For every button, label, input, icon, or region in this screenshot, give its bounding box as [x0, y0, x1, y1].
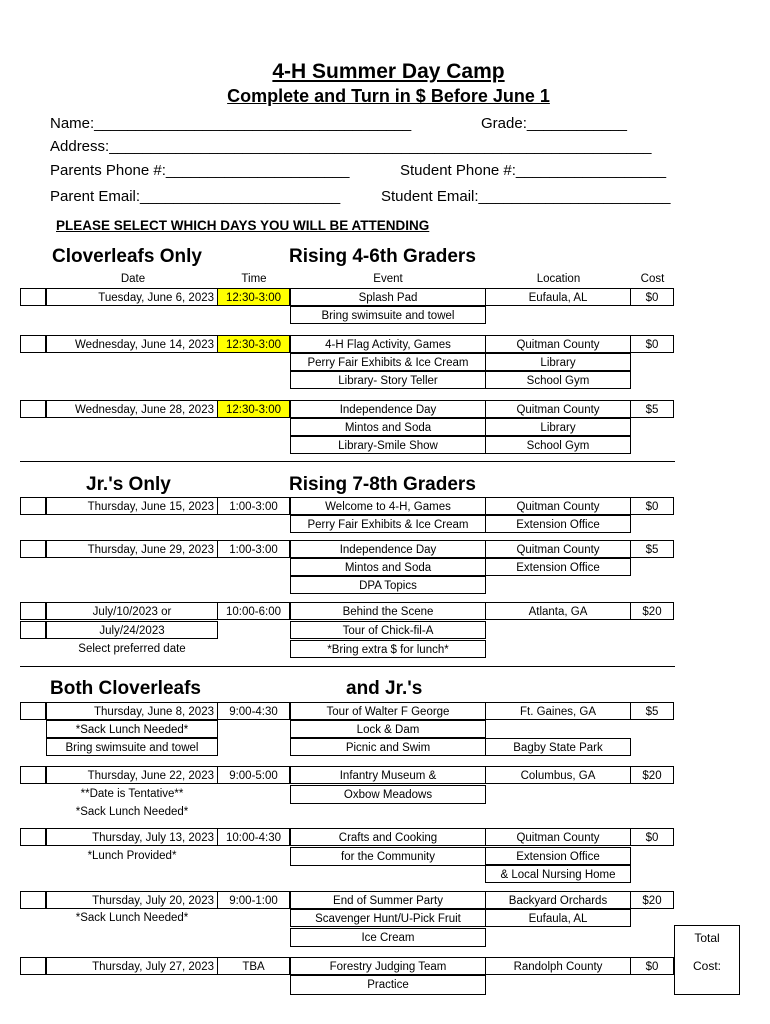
event-location: Library: [485, 418, 631, 436]
event-name: Welcome to 4-H, Games: [290, 497, 486, 515]
event-time: 12:30-3:00: [217, 400, 290, 418]
student-email-field[interactable]: Student Email:_______________________: [381, 188, 671, 205]
event-time: 12:30-3:00: [217, 335, 290, 353]
event-time: 10:00-6:00: [217, 602, 290, 620]
event-location: School Gym: [485, 371, 631, 389]
column-header-cost: Cost: [640, 273, 665, 285]
event-detail: Perry Fair Exhibits & Ice Cream: [290, 515, 486, 533]
event-location: Bagby State Park: [485, 738, 631, 756]
section-both-title: Both Cloverleafs: [50, 678, 201, 699]
event-date-note: *Sack Lunch Needed*: [46, 720, 218, 738]
event-location: Quitman County: [485, 400, 631, 418]
event-location: Backyard Orchards: [485, 891, 631, 909]
event-date-note: *Sack Lunch Needed*: [75, 912, 189, 924]
event-cost: $0: [630, 828, 674, 846]
event-cost: $5: [630, 400, 674, 418]
event-detail: Oxbow Meadows: [290, 785, 486, 804]
page-subtitle: Complete and Turn in $ Before June 1: [227, 86, 550, 106]
select-checkbox[interactable]: [20, 766, 46, 784]
event-date: Wednesday, June 14, 2023: [46, 335, 218, 353]
event-location: Eufaula, AL: [485, 909, 631, 927]
event-location: Eufaula, AL: [485, 288, 631, 306]
event-name: Splash Pad: [290, 288, 486, 306]
event-location: Atlanta, GA: [485, 602, 631, 620]
select-days-heading: PLEASE SELECT WHICH DAYS YOU WILL BE ATTENDING: [56, 218, 430, 233]
event-detail: Lock & Dam: [290, 720, 486, 738]
event-location: Extension Office: [485, 558, 631, 576]
event-detail: Mintos and Soda: [290, 418, 486, 436]
event-location: Columbus, GA: [485, 766, 631, 784]
event-date: Wednesday, June 28, 2023: [46, 400, 218, 418]
event-date-note: *Lunch Provided*: [87, 850, 177, 862]
event-date: Thursday, July 20, 2023: [46, 891, 218, 909]
event-detail: Bring swimsuite and towel: [290, 306, 486, 324]
name-field[interactable]: Name:______________________________________: [50, 115, 412, 132]
section-rising-4-6-title: Rising 4-6th Graders: [289, 246, 476, 267]
event-date: Thursday, June 29, 2023: [46, 540, 218, 558]
select-checkbox[interactable]: [20, 288, 46, 306]
column-header-date: Date: [120, 273, 146, 285]
column-header-time: Time: [241, 273, 267, 285]
event-name: Independence Day: [290, 540, 486, 558]
total-label: Total: [694, 931, 720, 945]
parents-phone-field[interactable]: Parents Phone #:______________________: [50, 162, 350, 179]
event-date: Thursday, July 13, 2023: [46, 828, 218, 846]
event-time: 10:00-4:30: [217, 828, 290, 846]
event-detail: *Bring extra $ for lunch*: [290, 640, 486, 658]
select-checkbox[interactable]: [20, 621, 46, 639]
select-checkbox[interactable]: [20, 957, 46, 975]
section-divider: [20, 666, 675, 667]
event-name: End of Summer Party: [290, 891, 486, 909]
event-name: Independence Day: [290, 400, 486, 418]
event-time: 9:00-5:00: [217, 766, 290, 784]
event-date-note: *Sack Lunch Needed*: [75, 806, 189, 818]
event-name: Infantry Museum &: [290, 766, 486, 784]
event-date: July/10/2023 or: [46, 602, 218, 620]
select-checkbox[interactable]: [20, 702, 46, 720]
event-name: 4-H Flag Activity, Games: [290, 335, 486, 353]
event-location: Ft. Gaines, GA: [485, 702, 631, 720]
address-field[interactable]: Address:_________________________________________________________________: [50, 138, 652, 155]
event-date-note: **Date is Tentative**: [80, 788, 184, 800]
event-date: Thursday, June 22, 2023: [46, 766, 218, 784]
event-cost: $0: [630, 497, 674, 515]
event-name: Forestry Judging Team: [290, 957, 486, 975]
select-checkbox[interactable]: [20, 891, 46, 909]
event-date-note: Select preferred date: [78, 643, 186, 655]
event-detail: DPA Topics: [290, 576, 486, 594]
total-cost-label: Cost:: [692, 959, 721, 973]
event-detail: Practice: [290, 975, 486, 995]
event-detail: Library-Smile Show: [290, 436, 486, 454]
event-time: 9:00-4:30: [217, 702, 290, 720]
event-time: 9:00-1:00: [217, 891, 290, 909]
event-date: Thursday, July 27, 2023: [46, 957, 218, 975]
select-checkbox[interactable]: [20, 540, 46, 558]
event-location: Quitman County: [485, 497, 631, 515]
select-checkbox[interactable]: [20, 828, 46, 846]
event-detail: Picnic and Swim: [290, 738, 486, 756]
event-location: Library: [485, 353, 631, 371]
event-detail: Scavenger Hunt/U-Pick Fruit: [290, 909, 486, 927]
parent-email-field[interactable]: Parent Email:________________________: [50, 188, 341, 205]
event-time: TBA: [217, 957, 290, 975]
event-location: Quitman County: [485, 540, 631, 558]
event-date-note: Bring swimsuite and towel: [46, 738, 218, 756]
event-cost: $5: [630, 540, 674, 558]
section-juniors-title: Jr.'s Only: [86, 474, 171, 495]
event-name: Behind the Scene: [290, 602, 486, 620]
event-cost: $0: [630, 335, 674, 353]
event-detail: Library- Story Teller: [290, 371, 486, 389]
event-detail: Tour of Chick-fil-A: [290, 621, 486, 639]
event-time: 1:00-3:00: [217, 497, 290, 515]
event-time: 1:00-3:00: [217, 540, 290, 558]
event-location: & Local Nursing Home: [485, 865, 631, 883]
column-header-event: Event: [373, 273, 403, 285]
select-checkbox[interactable]: [20, 497, 46, 515]
page-title: 4-H Summer Day Camp: [272, 60, 505, 83]
event-name: Crafts and Cooking: [290, 828, 486, 846]
event-location: Extension Office: [485, 515, 631, 533]
event-location: Extension Office: [485, 847, 631, 865]
section-rising-7-8-title: Rising 7-8th Graders: [289, 474, 476, 495]
event-name: Tour of Walter F George: [290, 702, 486, 720]
event-date: Thursday, June 15, 2023: [46, 497, 218, 515]
event-cost: $0: [630, 957, 674, 975]
event-detail: Ice Cream: [290, 928, 486, 947]
event-detail: Mintos and Soda: [290, 558, 486, 576]
event-detail: for the Community: [290, 847, 486, 866]
event-cost: $5: [630, 702, 674, 720]
event-cost: $20: [630, 891, 674, 909]
section-divider: [20, 461, 675, 462]
grade-field[interactable]: Grade:____________: [481, 115, 627, 132]
event-cost: $20: [630, 602, 674, 620]
event-time: 12:30-3:00: [217, 288, 290, 306]
event-detail: Perry Fair Exhibits & Ice Cream: [290, 353, 486, 371]
event-date: July/24/2023: [46, 621, 218, 639]
column-header-location: Location: [536, 273, 581, 285]
event-location: Quitman County: [485, 828, 631, 846]
section-juniors-too-title: and Jr.'s: [346, 678, 423, 699]
section-cloverleafs-title: Cloverleafs Only: [52, 246, 202, 267]
student-phone-field[interactable]: Student Phone #:__________________: [400, 162, 667, 179]
select-checkbox[interactable]: [20, 602, 46, 620]
event-location: Randolph County: [485, 957, 631, 975]
event-cost: $20: [630, 766, 674, 784]
select-checkbox[interactable]: [20, 400, 46, 418]
event-location: School Gym: [485, 436, 631, 454]
event-date: Thursday, June 8, 2023: [46, 702, 218, 720]
event-date: Tuesday, June 6, 2023: [46, 288, 218, 306]
select-checkbox[interactable]: [20, 335, 46, 353]
event-cost: $0: [630, 288, 674, 306]
event-location: Quitman County: [485, 335, 631, 353]
